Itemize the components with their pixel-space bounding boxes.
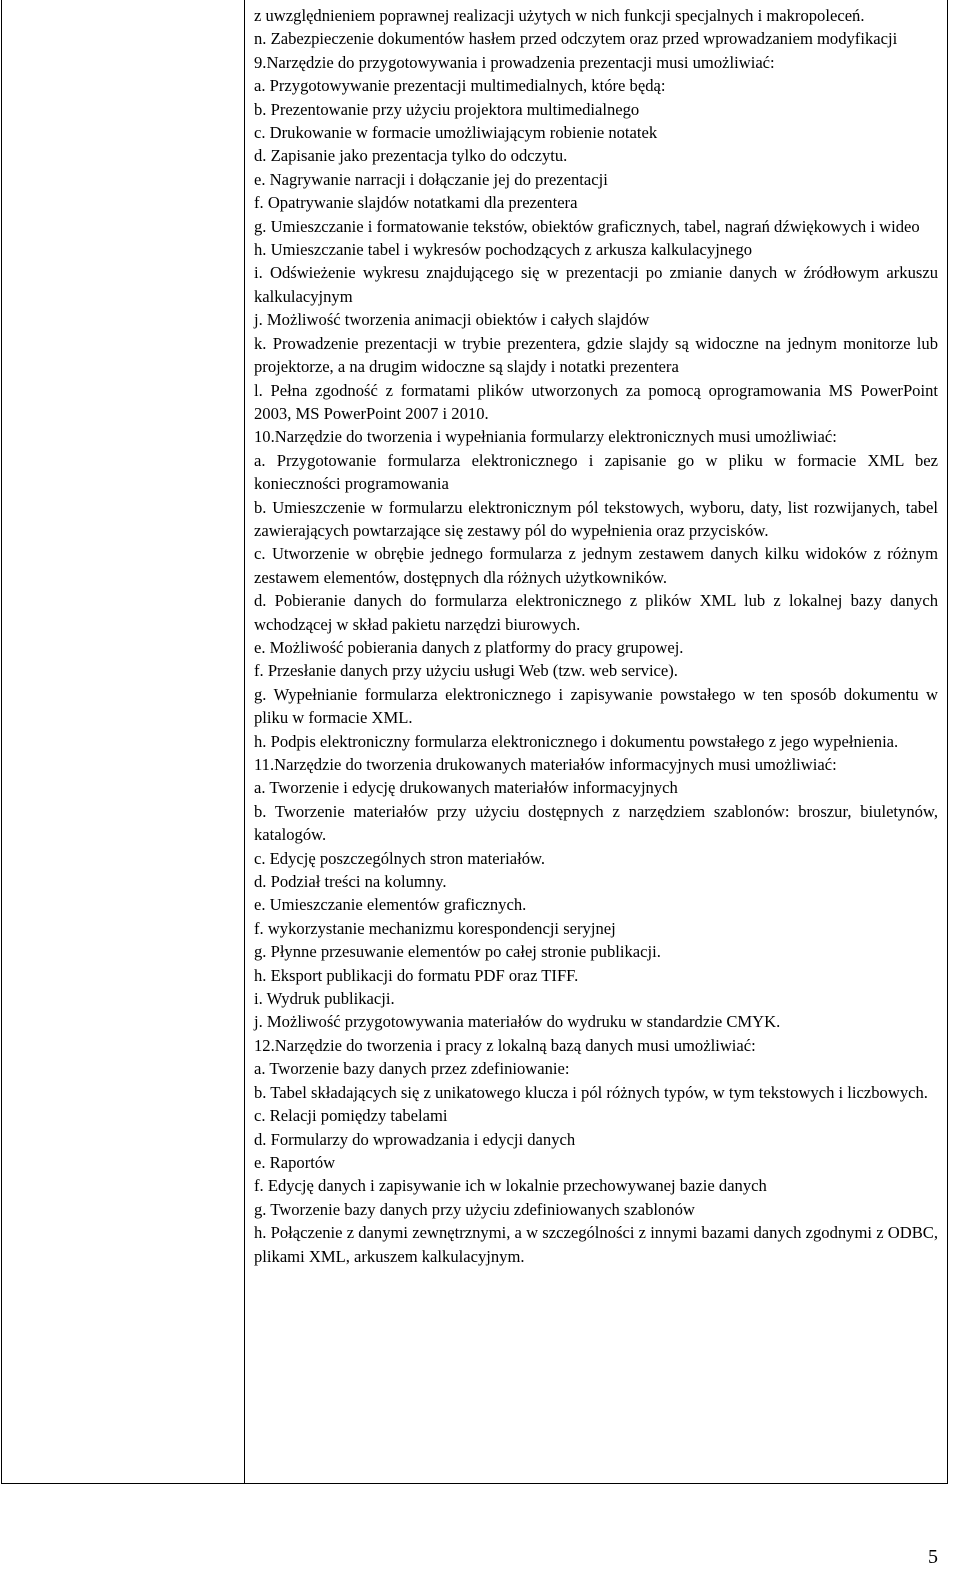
column-divider <box>244 0 245 1484</box>
text-line: j. Możliwość tworzenia animacji obiektów i całych slajdów <box>254 310 650 330</box>
text-line: c. Utworzenie w obrębie jednego formularza z jednym zestawem danych kilku widoków z różnym zestawem elementów, dostępnych dla różnych użytkowników. <box>254 544 938 587</box>
text-line: j. Możliwość przygotowywania materiałów do wydruku w standardzie CMYK. <box>254 1012 781 1032</box>
text-line: a. Przygotowanie formularza elektronicznego i zapisanie go w pliku w formacie XML bez konieczności programowania <box>254 450 938 494</box>
text-line: d. Podział treści na kolumny. <box>254 872 447 892</box>
text-line: 11.Narzędzie do tworzenia drukowanych materiałów informacyjnych musi umożliwiać: <box>254 755 837 774</box>
text-line: g. Tworzenie bazy danych przy użyciu zdefiniowanych szablonów <box>254 1199 695 1219</box>
text-line: h. Umieszczanie tabel i wykresów pochodzących z arkusza kalkulacyjnego <box>254 240 753 260</box>
text-line: 10.Narzędzie do tworzenia i wypełniania formularzy elektronicznych musi umożliwiać: <box>254 427 837 447</box>
text-line: g. Wypełnianie formularza elektronicznego i zapisywanie powstałego w ten sposób dokumentu w pliku w formacie XML. <box>254 684 938 728</box>
text-line: g. Umieszczanie i formatowanie tekstów, obiektów graficznych, tabel, nagrań dźwiękowych i wideo <box>254 216 920 236</box>
text-line: h. Połączenie z danymi zewnętrznymi, a w szczególności z innymi bazami danych zgodnymi z ODBC, plikami XML, arkuszem kalkulacyjnym. <box>254 1223 938 1266</box>
text-line: b. Tabel składających się z unikatowego klucza i pól różnych typów, w tym tekstowych i liczbowych. <box>254 1082 928 1102</box>
text-line: h. Eksport publikacji do formatu PDF oraz TIFF. <box>254 965 579 985</box>
text-line: h. Podpis elektroniczny formularza elektronicznego i dokumentu powstałego z jego wypełnienia. <box>254 731 899 751</box>
text-line: e. Możliwość pobierania danych z platformy do pracy grupowej. <box>254 637 684 657</box>
text-line: z uwzględnieniem poprawnej realizacji użytych w nich funkcji specjalnych i makropoleceń. <box>254 6 865 25</box>
page-number: 5 <box>928 1546 938 1568</box>
text-line: a. Przygotowywanie prezentacji multimedialnych, które będą: <box>254 76 666 96</box>
text-line: c. Edycję poszczególnych stron materiałów. <box>254 848 546 868</box>
text-line: d. Formularzy do wprowadzania i edycji danych <box>254 1129 576 1149</box>
text-line: d. Pobieranie danych do formularza elektronicznego z plików XML lub z lokalnej bazy danych wchodzącej w skład pakietu narzędzi biurowych. <box>254 591 938 634</box>
text-line: f. Przesłanie danych przy użyciu usługi Web (tzw. web service). <box>254 661 678 681</box>
text-line: g. Płynne przesuwanie elementów po całej stronie publikacji. <box>254 942 661 962</box>
text-line: i. Odświeżenie wykresu znajdującego się w prezentacji po zmianie danych w źródłowym arkuszu kalkulacyjnym <box>254 263 938 306</box>
text-line: n. Zabezpieczenie dokumentów hasłem przed odczytem oraz przed wprowadzaniem modyfikacji <box>254 29 898 49</box>
text-line: l. Pełna zgodność z formatami plików utworzonych za pomocą oprogramowania MS PowerPoint 2003, MS PowerPoint 2007 i 2010. <box>254 380 938 423</box>
text-line: a. Tworzenie bazy danych przez zdefiniowanie: <box>254 1059 570 1079</box>
text-line: b. Tworzenie materiałów przy użyciu dostępnych z narzędziem szablonów: broszur, biuletynów, katalogów. <box>254 801 938 845</box>
text-line: 9.Narzędzie do przygotowywania i prowadzenia prezentacji musi umożliwiać: <box>254 52 775 72</box>
text-line: f. Edycję danych i zapisywanie ich w lokalnie przechowywanej bazie danych <box>254 1176 767 1196</box>
text-line: d. Zapisanie jako prezentacja tylko do odczytu. <box>254 146 568 166</box>
text-line: e. Nagrywanie narracji i dołączanie jej do prezentacji <box>254 169 608 189</box>
text-line: 12.Narzędzie do tworzenia i pracy z lokalną bazą danych musi umożliwiać: <box>254 1035 756 1055</box>
text-line: e. Umieszczanie elementów graficznych. <box>254 895 527 915</box>
text-line: b. Umieszczenie w formularzu elektronicznym pól tekstowych, wyboru, daty, list rozwijanych, tabel zawierających powtarzające się zestawy pól do wypełnienia oraz przycisków. <box>254 497 938 540</box>
specification-text <box>254 4 938 1268</box>
text-line: f. Opatrywanie slajdów notatkami dla prezentera <box>254 193 578 213</box>
text-line: a. Tworzenie i edycję drukowanych materiałów informacyjnych <box>254 778 678 798</box>
text-line: e. Raportów <box>254 1152 336 1172</box>
text-line: c. Drukowanie w formacie umożliwiającym robienie notatek <box>254 123 658 143</box>
text-line: k. Prowadzenie prezentacji w trybie prezentera, gdzie slajdy są widoczne na jednym monitorze lub projektorze, a na drugim widoczne są slajdy i notatki prezentera <box>254 333 938 377</box>
text-line: b. Prezentowanie przy użyciu projektora multimedialnego <box>254 99 640 119</box>
text-line: i. Wydruk publikacji. <box>254 989 395 1009</box>
text-line: f. wykorzystanie mechanizmu korespondencji seryjnej <box>254 918 616 938</box>
text-line: c. Relacji pomiędzy tabelami <box>254 1106 448 1126</box>
